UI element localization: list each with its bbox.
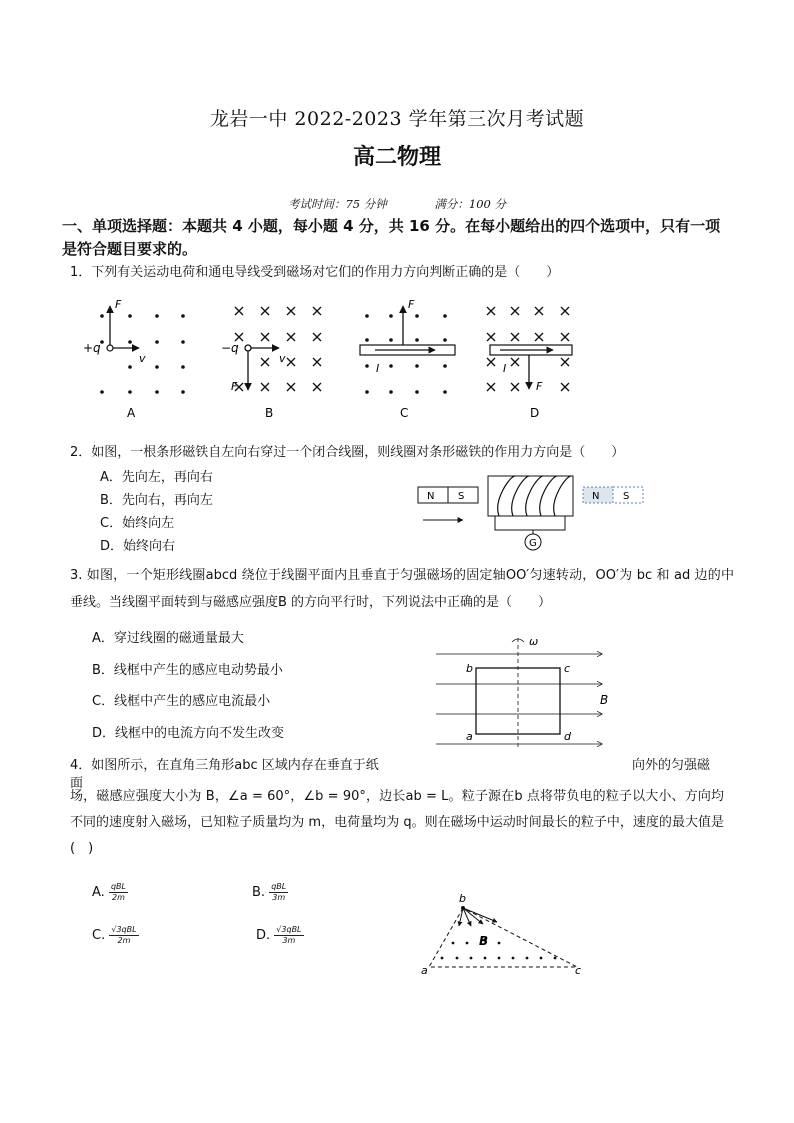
q3-omega: ω bbox=[529, 635, 539, 648]
q1-fig-b bbox=[235, 307, 321, 391]
exam-time: 考试时间：75 分钟 bbox=[287, 197, 387, 211]
q4-option-d-num: √3qBL bbox=[276, 925, 302, 934]
q2-magnet2-s: S bbox=[623, 491, 630, 502]
q2-option-a: A．先向左，再向右 bbox=[100, 470, 213, 485]
q2-figure bbox=[415, 470, 650, 555]
q4-option-b-num: qBL bbox=[271, 882, 287, 891]
q1-fig-a bbox=[83, 298, 185, 420]
q3-option-a: A．穿过线圈的磁通量最大 bbox=[92, 631, 244, 646]
q4-option-d-den: 3m bbox=[282, 936, 296, 945]
exam-title: 龙岩一中 2022-2023 学年第三次月考试题 bbox=[209, 108, 585, 130]
full-score: 满分：100 分 bbox=[434, 197, 507, 211]
q1-fig-b-charge: −q bbox=[221, 341, 239, 355]
q4-option-a bbox=[92, 882, 128, 903]
q1-fig-b-label: B bbox=[265, 406, 274, 420]
q4-stem-part2: 向外的匀强磁 bbox=[632, 758, 711, 773]
q4-option-b bbox=[252, 882, 288, 903]
q2-stem: 2．如图，一根条形磁铁自左向右穿过一个闭合线圈，则线圈对条形磁铁的作用力方向是（ ） bbox=[70, 445, 625, 460]
q2-magnet-n: N bbox=[427, 491, 435, 502]
q1-fig-c-label: C bbox=[400, 406, 409, 420]
q2-magnet-s: S bbox=[458, 491, 465, 502]
q4-option-b-label: B. bbox=[252, 885, 266, 900]
q3-figure bbox=[430, 632, 615, 750]
q3-field-b: B bbox=[600, 693, 609, 707]
q4-option-c-label: C. bbox=[92, 928, 106, 943]
q1-figures bbox=[75, 292, 595, 422]
q4-option-c-num: √3qBL bbox=[111, 925, 137, 934]
q1-fig-c-force: F bbox=[408, 298, 415, 311]
q4-option-d-fraction bbox=[274, 925, 303, 946]
q2-magnet2-n: N bbox=[592, 491, 600, 502]
q1-fig-a-charge: +q bbox=[83, 341, 101, 355]
q1-fig-a-force: F bbox=[115, 298, 122, 311]
exam-meta bbox=[0, 196, 794, 212]
q4-option-b-den: 3m bbox=[272, 893, 286, 902]
q4-option-c-den: 2m bbox=[117, 936, 131, 945]
q4-stem-part1: 4．如图所示，在直角三角形abc 区域内存在垂直于纸面 bbox=[70, 758, 379, 791]
q4-option-d-label: D. bbox=[256, 928, 271, 943]
q3-vertex-d: d bbox=[564, 730, 571, 743]
q3-vertex-b: b bbox=[466, 662, 473, 675]
q1-fig-d-force: F bbox=[536, 380, 543, 393]
q2-galvanometer: G bbox=[529, 538, 537, 549]
q4-vertex-a: a bbox=[421, 964, 428, 977]
q4-stem-rest: 场，磁感应强度大小为 B，∠a = 60°，∠b = 90°，边长ab = L。粒子源在b 点将带负电的粒子以大小、方向均不同的速度射入磁场，已知粒子质量均为 m，电荷量均为 q。则在磁场中运动时间最长的粒子中，速度的最大值是( ) bbox=[70, 789, 724, 856]
q4-option-a-den: 2m bbox=[112, 893, 125, 902]
q1-fig-a-velocity: v bbox=[139, 352, 146, 365]
subject-title: 高二物理 bbox=[352, 145, 441, 170]
q4-vertex-c: c bbox=[575, 964, 582, 977]
q4-option-a-label: A. bbox=[92, 885, 105, 900]
q4-field-b: B bbox=[479, 934, 489, 948]
q4-option-c-fraction bbox=[109, 925, 138, 946]
q1-fig-d bbox=[487, 307, 572, 391]
q2-option-b: B．先向右，再向左 bbox=[100, 493, 213, 508]
q3-vertex-c: c bbox=[564, 662, 571, 675]
q3-option-d: D．线框中的电流方向不发生改变 bbox=[92, 726, 285, 741]
q2-option-c: C．始终向左 bbox=[100, 516, 175, 531]
q1-fig-c bbox=[360, 298, 455, 420]
q1-fig-b-force: F bbox=[231, 380, 238, 393]
q3-option-c: C．线框中产生的感应电流最小 bbox=[92, 694, 271, 709]
q3-option-b: B．线框中产生的感应电动势最小 bbox=[92, 663, 283, 678]
q4-option-b-fraction bbox=[269, 882, 288, 903]
q4-option-a-num: qBL bbox=[110, 882, 126, 891]
q1-fig-a-label: A bbox=[127, 406, 136, 420]
q1-fig-b-velocity: v bbox=[279, 352, 286, 365]
q4-option-a-fraction bbox=[109, 882, 128, 903]
q1-stem: 1．下列有关运动电荷和通电导线受到磁场对它们的作用力方向判断正确的是（ ） bbox=[70, 265, 560, 280]
q3-stem: 3. 如图，一个矩形线圈abcd 绕位于线圈平面内且垂直于匀强磁场的固定轴OO′匀速转动，OO′为 bc 和 ad 边的中垂线。当线圈平面转到与磁感应强度B 的方向平行时，下列说法中正确的是（ ） bbox=[70, 568, 734, 610]
q4-vertex-b: b bbox=[459, 892, 466, 905]
q4-option-d bbox=[256, 925, 304, 946]
q1-fig-d-current: I bbox=[503, 362, 507, 375]
q2-option-d: D．始终向右 bbox=[100, 539, 176, 554]
q1-fig-d-label: D bbox=[530, 406, 540, 420]
section-heading: 一、单项选择题：本题共 4 小题，每小题 4 分，共 16 分。在每小题给出的四个选项中，只有一项是符合题目要求的。 bbox=[62, 217, 721, 258]
q1-fig-c-current: I bbox=[376, 362, 380, 375]
q3-vertex-a: a bbox=[466, 730, 473, 743]
q4-option-c bbox=[92, 925, 139, 946]
q4-figure bbox=[415, 888, 590, 980]
